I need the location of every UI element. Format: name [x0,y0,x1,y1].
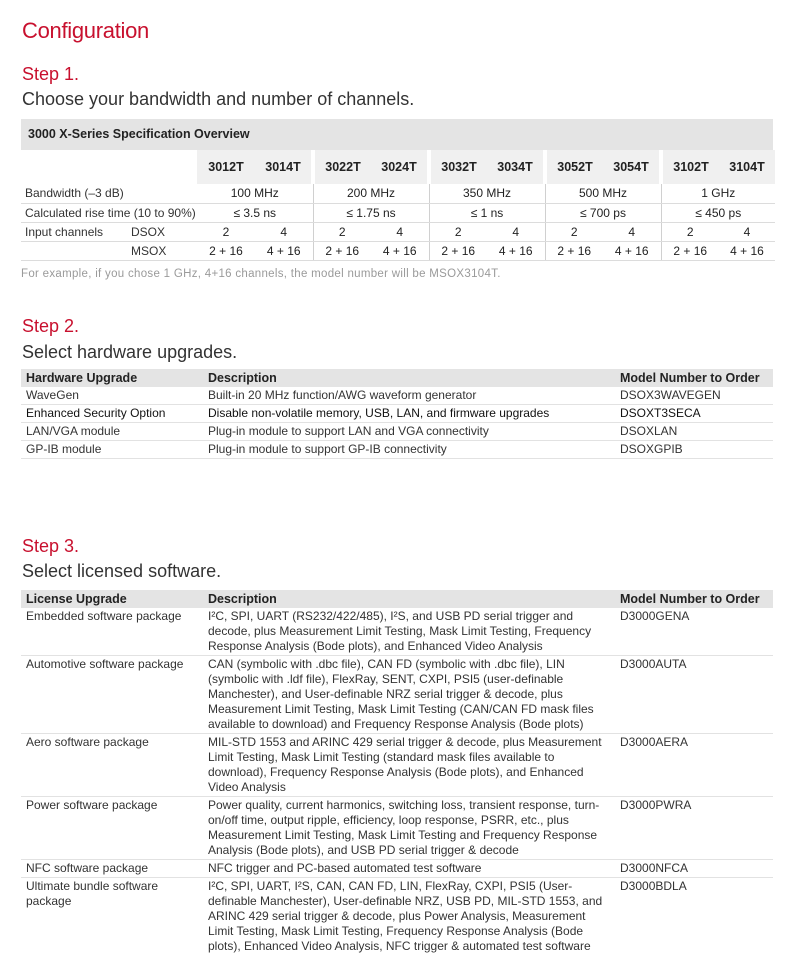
rise-time-row [21,203,775,222]
bandwidth-row [21,184,775,203]
license-name: Aero software package [21,734,205,797]
license-name: Ultimate bundle software package [26,879,159,908]
dsox-value: 2 [661,222,719,241]
table-row [21,441,773,459]
msox-value: 2 + 16 [661,241,719,260]
bandwidth-value: 100 MHz [197,184,313,203]
rise-time-value: ≤ 1.75 ns [313,203,429,222]
model-number: D3000PWRA [615,797,773,860]
license-name: Automotive software package [21,656,205,734]
upgrade-description: Plug-in module to support GP-IB connectivity [205,441,615,459]
license-name: Embedded software package [21,608,205,656]
model-number: D3000GENA [615,608,773,656]
dsox-value: 2 [197,222,255,241]
license-name: Power software package [21,797,205,860]
license-description: Power quality, current harmonics, switching loss, transient response, turn-on/off time, output ripple, efficiency, loop response, PSRR, etc., plus Measurement Limit Testing, Mask Limit Testing and Frequency Response Analysis (Bode plots), and USB PD serial trigger & decode [205,797,615,860]
step2-subtitle: Select hardware upgrades. [22,342,238,362]
dsox-row [21,222,775,241]
rise-time-value: ≤ 700 ps [545,203,661,222]
license-description: MIL-STD 1553 and ARINC 429 serial trigger & decode, plus Measurement Limit Testing, Mask Limit Testing (standard mask files available to download), Frequency Response Analysis (Bode plots), and Enhanced Video Analysis [205,734,615,797]
table-row [21,797,773,860]
model-number: D3000NFCA [615,860,773,878]
msox-value: 2 + 16 [545,241,603,260]
dsox-value: 2 [545,222,603,241]
rise-time-value: ≤ 3.5 ns [197,203,313,222]
rise-time-label: Calculated rise time (10 to 90%) [21,203,197,222]
column-header: Description [205,590,615,608]
column-header: Hardware Upgrade [21,369,205,387]
msox-value: 2 + 16 [429,241,487,260]
column-header: Model Number to Order [615,590,773,608]
msox-value: 4 + 16 [371,241,429,260]
msox-value: 2 + 16 [313,241,371,260]
dsox-value: 4 [603,222,661,241]
msox-value: 4 + 16 [487,241,545,260]
msox-value: 4 + 16 [255,241,313,260]
msox-value: 4 + 16 [603,241,661,260]
model-number: DSOXLAN [615,423,773,441]
upgrade-name: WaveGen [21,387,205,405]
model-cell: 3102T [661,150,719,184]
upgrade-name: Enhanced Security Option [21,405,205,423]
table-header-row [21,590,773,608]
model-cell: 3104T [719,150,775,184]
model-number: DSOX3WAVEGEN [615,387,773,405]
bandwidth-value: 500 MHz [545,184,661,203]
model-number: D3000AUTA [615,656,773,734]
upgrade-name: GP-IB module [21,441,205,459]
dsox-label: DSOX [131,222,197,241]
model-number-example: For example, if you chose 1 GHz, 4+16 channels, the model number will be MSOX3104T. [21,268,501,280]
dsox-value: 4 [719,222,775,241]
msox-label: MSOX [131,241,197,260]
dsox-value: 4 [371,222,429,241]
dsox-value: 2 [313,222,371,241]
model-cell: 3032T [429,150,487,184]
license-description: I²C, SPI, UART (RS232/422/485), I²S, and USB PD serial trigger and decode, plus Measurement Limit Testing, Mask Limit Testing, Frequency Response Analysis (Bode plots), and Enhanced Video Analysis [205,608,615,656]
table-row [21,878,773,956]
table-row [21,608,773,656]
model-number: DSOXT3SECA [615,405,773,423]
dsox-value: 4 [487,222,545,241]
input-channels-label: Input channels [21,222,131,241]
bandwidth-value: 1 GHz [661,184,775,203]
table-row [21,405,773,423]
license-description: I²C, SPI, UART, I²S, CAN, CAN FD, LIN, FlexRay, CXPI, PSI5 (User-definable Manchester), User-definable NRZ, USB PD, MIL-STD 1553, and ARINC 429 serial trigger & decode, plus Power Analysis, Measurement Limit Testing, Mask Limit Testing, Frequency Response Analysis (Bode plots), Enhanced Video Analysis, NFC trigger & automated test software [208,879,603,953]
model-number: D3000AERA [615,734,773,797]
msox-value: 4 + 16 [719,241,775,260]
model-cell: 3014T [255,150,313,184]
step2-title: Step 2. [22,316,80,336]
msox-row [21,241,775,260]
upgrade-description: Built-in 20 MHz function/AWG waveform generator [205,387,615,405]
model-number: DSOXGPIB [615,441,773,459]
model-cell: 3012T [197,150,255,184]
model-cell: 3022T [313,150,371,184]
license-name: NFC software package [21,860,205,878]
step1-subtitle: Choose your bandwidth and number of channels. [22,89,415,109]
column-header: License Upgrade [21,590,205,608]
column-header: Description [205,369,615,387]
bandwidth-value: 350 MHz [429,184,545,203]
license-description: NFC trigger and PC-based automated test software [205,860,615,878]
upgrade-description: Disable non-volatile memory, USB, LAN, and firmware upgrades [205,405,615,423]
bandwidth-value: 200 MHz [313,184,429,203]
table-row [21,656,773,734]
table-row [21,734,773,797]
model-number: D3000BDLA [620,879,687,893]
license-description: CAN (symbolic with .dbc file), CAN FD (symbolic with .dbc file), LIN (symbolic with .ldf file), FlexRay, SENT, CXPI, PSI5 (user-definable Manchester), and User-definable NRZ serial trigger & decode, plus Measurement Limit Testing, Mask Limit Testing (CAN/CAN FD mask files available to download) and Frequency Response Analysis (Bode plots) [205,656,615,734]
table-row [21,423,773,441]
model-cell: 3054T [603,150,661,184]
table-header-row [21,369,773,387]
step1-title: Step 1. [22,64,80,84]
model-cell: 3034T [487,150,545,184]
spec-overview-table [21,119,773,261]
bandwidth-label: Bandwidth (–3 dB) [21,184,197,203]
dsox-value: 4 [255,222,313,241]
rise-time-value: ≤ 1 ns [429,203,545,222]
model-row [21,150,775,184]
table-row [21,860,773,878]
license-upgrade-table [21,590,773,955]
upgrade-description: Plug-in module to support LAN and VGA connectivity [205,423,615,441]
page-title: Configuration [22,18,149,43]
upgrade-name: LAN/VGA module [21,423,205,441]
step3-subtitle: Select licensed software. [22,561,222,581]
step3-title: Step 3. [22,536,80,556]
model-cell: 3024T [371,150,429,184]
table-row [21,387,773,405]
spec-overview-header: 3000 X-Series Specification Overview [21,119,773,150]
rise-time-value: ≤ 450 ps [661,203,775,222]
msox-value: 2 + 16 [197,241,255,260]
model-cell: 3052T [545,150,603,184]
column-header: Model Number to Order [615,369,773,387]
dsox-value: 2 [429,222,487,241]
hardware-upgrade-table [21,369,773,459]
